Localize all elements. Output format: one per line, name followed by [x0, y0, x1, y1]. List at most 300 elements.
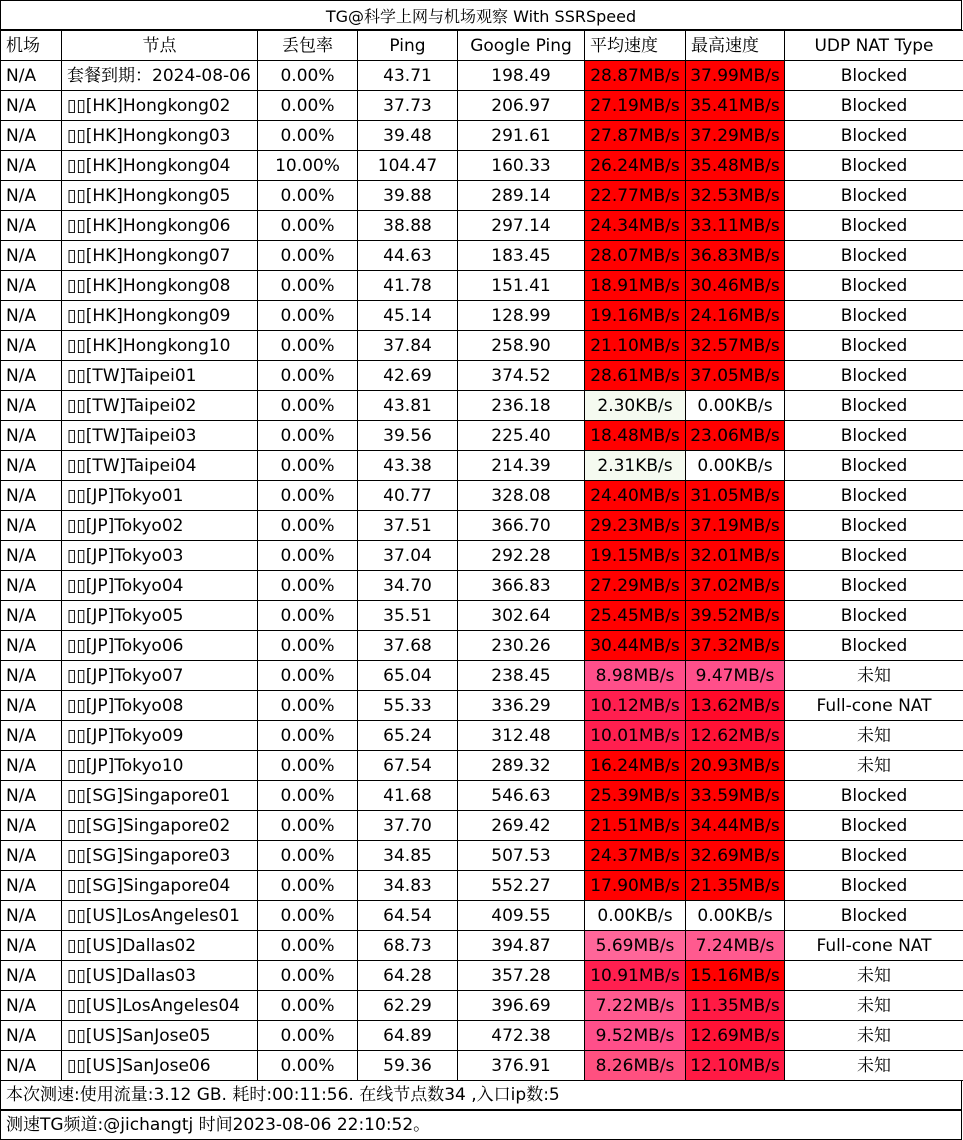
avg-speed-cell: 24.34MB/s — [585, 211, 686, 241]
google-ping-cell: 151.41 — [458, 271, 585, 301]
max-speed-cell: 37.19MB/s — [686, 511, 785, 541]
avg-speed-cell: 29.23MB/s — [585, 511, 686, 541]
table-row — [1, 691, 963, 721]
airport-cell: N/A — [1, 1051, 62, 1081]
node-cell: ▯▯[SG]Singapore04 — [62, 871, 258, 901]
udp-nat-cell: 未知 — [785, 751, 963, 781]
udp-nat-cell: Blocked — [785, 841, 963, 871]
header-row — [1, 31, 963, 61]
ping-cell: 64.54 — [358, 901, 458, 931]
ping-cell: 35.51 — [358, 601, 458, 631]
avg-speed-cell: 24.40MB/s — [585, 481, 686, 511]
ping-cell: 65.04 — [358, 661, 458, 691]
avg-speed-cell: 27.87MB/s — [585, 121, 686, 151]
table-row — [1, 541, 963, 571]
airport-cell: N/A — [1, 151, 62, 181]
max-speed-cell: 30.46MB/s — [686, 271, 785, 301]
airport-cell: N/A — [1, 361, 62, 391]
ping-cell: 38.88 — [358, 211, 458, 241]
google-ping-cell: 258.90 — [458, 331, 585, 361]
report-title: TG@科学上网与机场观察 With SSRSpeed — [0, 0, 962, 30]
loss-cell: 0.00% — [258, 61, 358, 91]
google-ping-cell: 376.91 — [458, 1051, 585, 1081]
google-ping-cell: 292.28 — [458, 541, 585, 571]
node-cell: ▯▯[JP]Tokyo07 — [62, 661, 258, 691]
table-row — [1, 1051, 963, 1081]
loss-cell: 0.00% — [258, 781, 358, 811]
table-row — [1, 631, 963, 661]
ping-cell: 43.81 — [358, 391, 458, 421]
airport-cell: N/A — [1, 271, 62, 301]
airport-cell: N/A — [1, 811, 62, 841]
max-speed-cell: 35.48MB/s — [686, 151, 785, 181]
table-row — [1, 1021, 963, 1051]
google-ping-cell: 291.61 — [458, 121, 585, 151]
airport-cell: N/A — [1, 601, 62, 631]
google-ping-cell: 312.48 — [458, 721, 585, 751]
max-speed-cell: 12.62MB/s — [686, 721, 785, 751]
header-google-ping: Google Ping — [458, 31, 585, 61]
udp-nat-cell: Blocked — [785, 631, 963, 661]
node-cell: ▯▯[TW]Taipei01 — [62, 361, 258, 391]
node-cell: ▯▯[TW]Taipei02 — [62, 391, 258, 421]
airport-cell: N/A — [1, 661, 62, 691]
table-row — [1, 751, 963, 781]
table-row — [1, 871, 963, 901]
node-cell: ▯▯[SG]Singapore01 — [62, 781, 258, 811]
udp-nat-cell: 未知 — [785, 991, 963, 1021]
udp-nat-cell: Blocked — [785, 481, 963, 511]
avg-speed-cell: 25.39MB/s — [585, 781, 686, 811]
ping-cell: 68.73 — [358, 931, 458, 961]
node-cell: ▯▯[HK]Hongkong09 — [62, 301, 258, 331]
header-udp-nat: UDP NAT Type — [785, 31, 963, 61]
node-cell: ▯▯[US]Dallas02 — [62, 931, 258, 961]
avg-speed-cell: 27.19MB/s — [585, 91, 686, 121]
avg-speed-cell: 28.07MB/s — [585, 241, 686, 271]
loss-cell: 0.00% — [258, 751, 358, 781]
loss-cell: 0.00% — [258, 451, 358, 481]
header-loss: 丢包率 — [258, 31, 358, 61]
udp-nat-cell: Blocked — [785, 151, 963, 181]
ping-cell: 59.36 — [358, 1051, 458, 1081]
loss-cell: 0.00% — [258, 1021, 358, 1051]
airport-cell: N/A — [1, 421, 62, 451]
airport-cell: N/A — [1, 901, 62, 931]
max-speed-cell: 39.52MB/s — [686, 601, 785, 631]
max-speed-cell: 33.11MB/s — [686, 211, 785, 241]
airport-cell: N/A — [1, 931, 62, 961]
google-ping-cell: 225.40 — [458, 421, 585, 451]
udp-nat-cell: 未知 — [785, 961, 963, 991]
udp-nat-cell: Blocked — [785, 391, 963, 421]
node-cell: ▯▯[HK]Hongkong02 — [62, 91, 258, 121]
google-ping-cell: 472.38 — [458, 1021, 585, 1051]
airport-cell: N/A — [1, 631, 62, 661]
avg-speed-cell: 10.91MB/s — [585, 961, 686, 991]
udp-nat-cell: Blocked — [785, 361, 963, 391]
airport-cell: N/A — [1, 61, 62, 91]
node-cell: ▯▯[JP]Tokyo03 — [62, 541, 258, 571]
udp-nat-cell: Blocked — [785, 121, 963, 151]
max-speed-cell: 37.29MB/s — [686, 121, 785, 151]
table-row — [1, 841, 963, 871]
table-row — [1, 361, 963, 391]
ping-cell: 37.70 — [358, 811, 458, 841]
udp-nat-cell: Blocked — [785, 541, 963, 571]
avg-speed-cell: 8.98MB/s — [585, 661, 686, 691]
google-ping-cell: 357.28 — [458, 961, 585, 991]
node-cell: ▯▯[SG]Singapore02 — [62, 811, 258, 841]
node-cell: ▯▯[JP]Tokyo08 — [62, 691, 258, 721]
airport-cell: N/A — [1, 211, 62, 241]
header-node: 节点 — [62, 31, 258, 61]
ping-cell: 45.14 — [358, 301, 458, 331]
ping-cell: 67.54 — [358, 751, 458, 781]
loss-cell: 0.00% — [258, 601, 358, 631]
loss-cell: 0.00% — [258, 391, 358, 421]
speed-table — [0, 30, 963, 1081]
udp-nat-cell: Blocked — [785, 61, 963, 91]
table-row — [1, 421, 963, 451]
airport-cell: N/A — [1, 91, 62, 121]
max-speed-cell: 37.99MB/s — [686, 61, 785, 91]
loss-cell: 0.00% — [258, 1051, 358, 1081]
loss-cell: 0.00% — [258, 571, 358, 601]
loss-cell: 0.00% — [258, 871, 358, 901]
table-row — [1, 571, 963, 601]
loss-cell: 0.00% — [258, 661, 358, 691]
udp-nat-cell: Full-cone NAT — [785, 691, 963, 721]
table-row — [1, 661, 963, 691]
avg-speed-cell: 19.16MB/s — [585, 301, 686, 331]
google-ping-cell: 160.33 — [458, 151, 585, 181]
avg-speed-cell: 21.51MB/s — [585, 811, 686, 841]
max-speed-cell: 37.05MB/s — [686, 361, 785, 391]
google-ping-cell: 546.63 — [458, 781, 585, 811]
ping-cell: 41.68 — [358, 781, 458, 811]
airport-cell: N/A — [1, 961, 62, 991]
ping-cell: 34.83 — [358, 871, 458, 901]
google-ping-cell: 230.26 — [458, 631, 585, 661]
header-ping: Ping — [358, 31, 458, 61]
udp-nat-cell: Blocked — [785, 571, 963, 601]
node-cell: ▯▯[HK]Hongkong04 — [62, 151, 258, 181]
table-row — [1, 811, 963, 841]
ping-cell: 44.63 — [358, 241, 458, 271]
udp-nat-cell: 未知 — [785, 1021, 963, 1051]
loss-cell: 0.00% — [258, 991, 358, 1021]
table-row — [1, 511, 963, 541]
table-row — [1, 601, 963, 631]
ping-cell: 64.89 — [358, 1021, 458, 1051]
max-speed-cell: 9.47MB/s — [686, 661, 785, 691]
table-row — [1, 781, 963, 811]
node-cell: ▯▯[JP]Tokyo06 — [62, 631, 258, 661]
node-cell: ▯▯[HK]Hongkong08 — [62, 271, 258, 301]
node-cell: ▯▯[HK]Hongkong05 — [62, 181, 258, 211]
avg-speed-cell: 27.29MB/s — [585, 571, 686, 601]
google-ping-cell: 507.53 — [458, 841, 585, 871]
max-speed-cell: 32.69MB/s — [686, 841, 785, 871]
loss-cell: 0.00% — [258, 691, 358, 721]
ping-cell: 34.70 — [358, 571, 458, 601]
ping-cell: 41.78 — [358, 271, 458, 301]
loss-cell: 0.00% — [258, 271, 358, 301]
google-ping-cell: 236.18 — [458, 391, 585, 421]
udp-nat-cell: Blocked — [785, 511, 963, 541]
node-cell: ▯▯[US]SanJose06 — [62, 1051, 258, 1081]
max-speed-cell: 32.57MB/s — [686, 331, 785, 361]
node-cell: ▯▯[HK]Hongkong03 — [62, 121, 258, 151]
max-speed-cell: 31.05MB/s — [686, 481, 785, 511]
node-cell: ▯▯[TW]Taipei04 — [62, 451, 258, 481]
airport-cell: N/A — [1, 571, 62, 601]
avg-speed-cell: 10.01MB/s — [585, 721, 686, 751]
avg-speed-cell: 30.44MB/s — [585, 631, 686, 661]
google-ping-cell: 128.99 — [458, 301, 585, 331]
airport-cell: N/A — [1, 751, 62, 781]
udp-nat-cell: Blocked — [785, 871, 963, 901]
avg-speed-cell: 17.90MB/s — [585, 871, 686, 901]
table-row — [1, 901, 963, 931]
airport-cell: N/A — [1, 451, 62, 481]
google-ping-cell: 206.97 — [458, 91, 585, 121]
avg-speed-cell: 2.30KB/s — [585, 391, 686, 421]
airport-cell: N/A — [1, 541, 62, 571]
node-cell: ▯▯[HK]Hongkong10 — [62, 331, 258, 361]
avg-speed-cell: 22.77MB/s — [585, 181, 686, 211]
max-speed-cell: 12.69MB/s — [686, 1021, 785, 1051]
airport-cell: N/A — [1, 1021, 62, 1051]
ping-cell: 104.47 — [358, 151, 458, 181]
google-ping-cell: 297.14 — [458, 211, 585, 241]
table-row — [1, 991, 963, 1021]
max-speed-cell: 34.44MB/s — [686, 811, 785, 841]
google-ping-cell: 183.45 — [458, 241, 585, 271]
node-cell: ▯▯[TW]Taipei03 — [62, 421, 258, 451]
ping-cell: 40.77 — [358, 481, 458, 511]
max-speed-cell: 21.35MB/s — [686, 871, 785, 901]
ping-cell: 55.33 — [358, 691, 458, 721]
udp-nat-cell: 未知 — [785, 1051, 963, 1081]
udp-nat-cell: Blocked — [785, 601, 963, 631]
table-row — [1, 331, 963, 361]
max-speed-cell: 24.16MB/s — [686, 301, 785, 331]
node-cell: ▯▯[HK]Hongkong07 — [62, 241, 258, 271]
node-cell: ▯▯[JP]Tokyo05 — [62, 601, 258, 631]
udp-nat-cell: Full-cone NAT — [785, 931, 963, 961]
airport-cell: N/A — [1, 841, 62, 871]
avg-speed-cell: 28.61MB/s — [585, 361, 686, 391]
google-ping-cell: 394.87 — [458, 931, 585, 961]
ping-cell: 64.28 — [358, 961, 458, 991]
table-row — [1, 301, 963, 331]
footer-summary: 本次测速:使用流量:3.12 GB. 耗时:00:11:56. 在线节点数34 ,入口ip数:5 — [0, 1080, 962, 1110]
node-cell: ▯▯[SG]Singapore03 — [62, 841, 258, 871]
table-row — [1, 961, 963, 991]
loss-cell: 0.00% — [258, 901, 358, 931]
table-row — [1, 931, 963, 961]
google-ping-cell: 374.52 — [458, 361, 585, 391]
udp-nat-cell: Blocked — [785, 301, 963, 331]
ping-cell: 42.69 — [358, 361, 458, 391]
node-cell: ▯▯[HK]Hongkong06 — [62, 211, 258, 241]
node-cell: ▯▯[US]Dallas03 — [62, 961, 258, 991]
airport-cell: N/A — [1, 391, 62, 421]
loss-cell: 0.00% — [258, 301, 358, 331]
node-cell: ▯▯[JP]Tokyo01 — [62, 481, 258, 511]
table-row — [1, 121, 963, 151]
udp-nat-cell: Blocked — [785, 811, 963, 841]
max-speed-cell: 0.00KB/s — [686, 901, 785, 931]
ping-cell: 39.56 — [358, 421, 458, 451]
airport-cell: N/A — [1, 481, 62, 511]
loss-cell: 0.00% — [258, 631, 358, 661]
ping-cell: 39.88 — [358, 181, 458, 211]
loss-cell: 0.00% — [258, 961, 358, 991]
table-row — [1, 271, 963, 301]
udp-nat-cell: 未知 — [785, 721, 963, 751]
max-speed-cell: 23.06MB/s — [686, 421, 785, 451]
loss-cell: 0.00% — [258, 721, 358, 751]
udp-nat-cell: 未知 — [785, 661, 963, 691]
avg-speed-cell: 24.37MB/s — [585, 841, 686, 871]
loss-cell: 0.00% — [258, 511, 358, 541]
max-speed-cell: 35.41MB/s — [686, 91, 785, 121]
node-cell: ▯▯[US]LosAngeles01 — [62, 901, 258, 931]
airport-cell: N/A — [1, 721, 62, 751]
table-row — [1, 721, 963, 751]
udp-nat-cell: Blocked — [785, 211, 963, 241]
airport-cell: N/A — [1, 781, 62, 811]
loss-cell: 10.00% — [258, 151, 358, 181]
table-row — [1, 151, 963, 181]
airport-cell: N/A — [1, 991, 62, 1021]
loss-cell: 0.00% — [258, 241, 358, 271]
avg-speed-cell: 21.10MB/s — [585, 331, 686, 361]
max-speed-cell: 0.00KB/s — [686, 451, 785, 481]
avg-speed-cell: 7.22MB/s — [585, 991, 686, 1021]
avg-speed-cell: 18.48MB/s — [585, 421, 686, 451]
ping-cell: 43.38 — [358, 451, 458, 481]
max-speed-cell: 11.35MB/s — [686, 991, 785, 1021]
udp-nat-cell: Blocked — [785, 241, 963, 271]
ping-cell: 43.71 — [358, 61, 458, 91]
max-speed-cell: 33.59MB/s — [686, 781, 785, 811]
avg-speed-cell: 9.52MB/s — [585, 1021, 686, 1051]
max-speed-cell: 32.53MB/s — [686, 181, 785, 211]
table-row — [1, 91, 963, 121]
loss-cell: 0.00% — [258, 481, 358, 511]
table-row — [1, 211, 963, 241]
google-ping-cell: 289.32 — [458, 751, 585, 781]
avg-speed-cell: 8.26MB/s — [585, 1051, 686, 1081]
airport-cell: N/A — [1, 331, 62, 361]
max-speed-cell: 32.01MB/s — [686, 541, 785, 571]
loss-cell: 0.00% — [258, 331, 358, 361]
google-ping-cell: 409.55 — [458, 901, 585, 931]
max-speed-cell: 36.83MB/s — [686, 241, 785, 271]
google-ping-cell: 289.14 — [458, 181, 585, 211]
airport-cell: N/A — [1, 691, 62, 721]
airport-cell: N/A — [1, 871, 62, 901]
google-ping-cell: 269.42 — [458, 811, 585, 841]
airport-cell: N/A — [1, 181, 62, 211]
avg-speed-cell: 10.12MB/s — [585, 691, 686, 721]
table-row — [1, 451, 963, 481]
avg-speed-cell: 18.91MB/s — [585, 271, 686, 301]
ping-cell: 65.24 — [358, 721, 458, 751]
max-speed-cell: 7.24MB/s — [686, 931, 785, 961]
google-ping-cell: 198.49 — [458, 61, 585, 91]
max-speed-cell: 37.32MB/s — [686, 631, 785, 661]
udp-nat-cell: Blocked — [785, 901, 963, 931]
loss-cell: 0.00% — [258, 91, 358, 121]
avg-speed-cell: 5.69MB/s — [585, 931, 686, 961]
google-ping-cell: 336.29 — [458, 691, 585, 721]
header-avg-speed: 平均速度 — [585, 31, 686, 61]
google-ping-cell: 214.39 — [458, 451, 585, 481]
max-speed-cell: 15.16MB/s — [686, 961, 785, 991]
node-cell: 套餐到期：2024-08-06 — [62, 61, 258, 91]
max-speed-cell: 12.10MB/s — [686, 1051, 785, 1081]
udp-nat-cell: Blocked — [785, 421, 963, 451]
google-ping-cell: 396.69 — [458, 991, 585, 1021]
avg-speed-cell: 28.87MB/s — [585, 61, 686, 91]
node-cell: ▯▯[US]SanJose05 — [62, 1021, 258, 1051]
loss-cell: 0.00% — [258, 811, 358, 841]
node-cell: ▯▯[JP]Tokyo10 — [62, 751, 258, 781]
ping-cell: 37.68 — [358, 631, 458, 661]
avg-speed-cell: 16.24MB/s — [585, 751, 686, 781]
loss-cell: 0.00% — [258, 841, 358, 871]
header-max-speed: 最高速度 — [686, 31, 785, 61]
google-ping-cell: 366.70 — [458, 511, 585, 541]
max-speed-cell: 20.93MB/s — [686, 751, 785, 781]
udp-nat-cell: Blocked — [785, 781, 963, 811]
table-row — [1, 481, 963, 511]
footer-channel: 测速TG频道:@jichangtj 时间2023-08-06 22:10:52。 — [0, 1110, 962, 1140]
udp-nat-cell: Blocked — [785, 91, 963, 121]
node-cell: ▯▯[US]LosAngeles04 — [62, 991, 258, 1021]
max-speed-cell: 0.00KB/s — [686, 391, 785, 421]
avg-speed-cell: 2.31KB/s — [585, 451, 686, 481]
udp-nat-cell: Blocked — [785, 451, 963, 481]
ping-cell: 37.73 — [358, 91, 458, 121]
loss-cell: 0.00% — [258, 121, 358, 151]
loss-cell: 0.00% — [258, 931, 358, 961]
ping-cell: 34.85 — [358, 841, 458, 871]
udp-nat-cell: Blocked — [785, 181, 963, 211]
google-ping-cell: 552.27 — [458, 871, 585, 901]
loss-cell: 0.00% — [258, 181, 358, 211]
table-row — [1, 391, 963, 421]
table-row — [1, 241, 963, 271]
table-row — [1, 181, 963, 211]
ping-cell: 62.29 — [358, 991, 458, 1021]
node-cell: ▯▯[JP]Tokyo09 — [62, 721, 258, 751]
ping-cell: 37.84 — [358, 331, 458, 361]
google-ping-cell: 328.08 — [458, 481, 585, 511]
avg-speed-cell: 0.00KB/s — [585, 901, 686, 931]
airport-cell: N/A — [1, 301, 62, 331]
avg-speed-cell: 19.15MB/s — [585, 541, 686, 571]
loss-cell: 0.00% — [258, 541, 358, 571]
udp-nat-cell: Blocked — [785, 271, 963, 301]
header-airport: 机场 — [1, 31, 62, 61]
loss-cell: 0.00% — [258, 421, 358, 451]
